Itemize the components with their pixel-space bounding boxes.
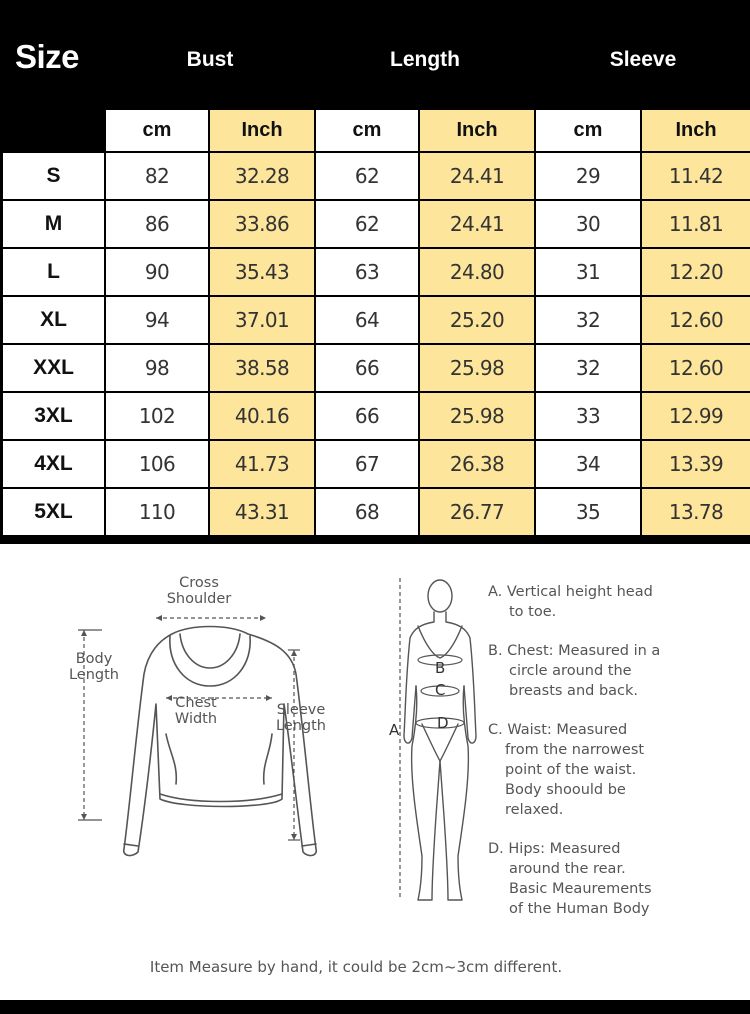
measurement-legend bbox=[488, 582, 660, 919]
legend-b-line-2: circle around the bbox=[509, 663, 632, 679]
tag-d: D bbox=[437, 714, 449, 732]
legend-c-line-5: relaxed. bbox=[505, 802, 564, 818]
size-value-cell: 40.16 bbox=[210, 393, 314, 439]
size-value-cell: 62 bbox=[316, 153, 418, 199]
size-value-cell: 66 bbox=[316, 393, 418, 439]
unit-header-cm: cm bbox=[106, 110, 208, 151]
tag-b: B bbox=[435, 659, 446, 677]
size-label: XL bbox=[3, 297, 104, 343]
size-value-cell: 11.81 bbox=[642, 201, 750, 247]
unit-header-inch: Inch bbox=[642, 110, 750, 151]
body-figure-illustration bbox=[388, 576, 498, 916]
size-value-cell: 26.77 bbox=[420, 489, 534, 535]
legend-d-line-2: around the rear. bbox=[509, 861, 626, 877]
size-value-cell: 29 bbox=[536, 153, 640, 199]
legend-d-line-1: D. Hips: Measured bbox=[488, 841, 621, 857]
size-value-cell: 43.31 bbox=[210, 489, 314, 535]
size-value-cell: 13.78 bbox=[642, 489, 750, 535]
chest-width-label: Chest Width bbox=[174, 695, 218, 727]
size-value-cell: 33.86 bbox=[210, 201, 314, 247]
size-value-cell: 25.98 bbox=[420, 393, 534, 439]
size-value-cell: 106 bbox=[106, 441, 208, 487]
size-value-cell: 34 bbox=[536, 441, 640, 487]
size-value-cell: 68 bbox=[316, 489, 418, 535]
size-value-cell: 25.20 bbox=[420, 297, 534, 343]
size-value-cell: 35 bbox=[536, 489, 640, 535]
measurement-diagram bbox=[0, 544, 750, 1000]
size-value-cell: 63 bbox=[316, 249, 418, 295]
size-value-cell: 38.58 bbox=[210, 345, 314, 391]
legend-c-line-4: Body shoould be bbox=[505, 782, 626, 798]
unit-header-inch: Inch bbox=[420, 110, 534, 151]
size-value-cell: 24.41 bbox=[420, 201, 534, 247]
size-header: Size bbox=[15, 38, 80, 75]
size-value-cell: 35.43 bbox=[210, 249, 314, 295]
legend-a-line-1: A. Vertical height head bbox=[488, 584, 653, 600]
unit-header-cm: cm bbox=[536, 110, 640, 151]
tag-c: C bbox=[435, 681, 446, 699]
size-value-cell: 98 bbox=[106, 345, 208, 391]
legend-b-line-1: B. Chest: Measured in a bbox=[488, 643, 661, 659]
size-value-cell: 32 bbox=[536, 297, 640, 343]
size-value-cell: 12.60 bbox=[642, 345, 750, 391]
size-label: S bbox=[3, 153, 104, 199]
size-value-cell: 33 bbox=[536, 393, 640, 439]
size-value-cell: 66 bbox=[316, 345, 418, 391]
size-value-cell: 24.41 bbox=[420, 153, 534, 199]
size-value-cell: 12.20 bbox=[642, 249, 750, 295]
sleeve-header: Sleeve bbox=[609, 48, 677, 71]
bust-header: Bust bbox=[186, 48, 234, 71]
size-label: 3XL bbox=[3, 393, 104, 439]
size-value-cell: 12.60 bbox=[642, 297, 750, 343]
size-value-cell: 102 bbox=[106, 393, 208, 439]
size-value-cell: 30 bbox=[536, 201, 640, 247]
size-value-cell: 37.01 bbox=[210, 297, 314, 343]
size-value-cell: 11.42 bbox=[642, 153, 750, 199]
size-value-cell: 41.73 bbox=[210, 441, 314, 487]
size-value-cell: 24.80 bbox=[420, 249, 534, 295]
size-value-cell: 82 bbox=[106, 153, 208, 199]
unit-header-cm: cm bbox=[316, 110, 418, 151]
legend-d-line-3: Basic Meaurements bbox=[509, 881, 652, 897]
length-header: Length bbox=[390, 48, 460, 71]
size-value-cell: 94 bbox=[106, 297, 208, 343]
cross-shoulder-label: Cross Shoulder bbox=[166, 575, 232, 607]
size-label: 4XL bbox=[3, 441, 104, 487]
size-label: XXL bbox=[3, 345, 104, 391]
body-length-label: Body Length bbox=[68, 651, 119, 683]
size-label: 5XL bbox=[3, 489, 104, 535]
legend-b-line-3: breasts and back. bbox=[509, 683, 639, 699]
legend-c-line-2: from the narrowest bbox=[505, 742, 645, 758]
size-value-cell: 25.98 bbox=[420, 345, 534, 391]
measure-footnote: Item Measure by hand, it could be 2cm~3cm different. bbox=[149, 958, 563, 976]
legend-a-line-2: to toe. bbox=[509, 604, 557, 620]
size-value-cell: 13.39 bbox=[642, 441, 750, 487]
size-value-cell: 62 bbox=[316, 201, 418, 247]
tag-a: A bbox=[389, 721, 400, 739]
sleeve-length-label: Sleeve Length bbox=[275, 702, 326, 734]
unit-header-inch: Inch bbox=[210, 110, 314, 151]
legend-d-line-4: of the Human Body bbox=[509, 901, 650, 917]
size-label: L bbox=[3, 249, 104, 295]
size-value-cell: 90 bbox=[106, 249, 208, 295]
size-value-cell: 12.99 bbox=[642, 393, 750, 439]
size-value-cell: 64 bbox=[316, 297, 418, 343]
legend-c-line-1: C. Waist: Measured bbox=[488, 722, 628, 738]
size-value-cell: 32.28 bbox=[210, 153, 314, 199]
legend-c-line-3: point of the waist. bbox=[505, 762, 637, 778]
size-value-cell: 86 bbox=[106, 201, 208, 247]
size-value-cell: 31 bbox=[536, 249, 640, 295]
size-value-cell: 32 bbox=[536, 345, 640, 391]
size-value-cell: 67 bbox=[316, 441, 418, 487]
bottom-border bbox=[0, 1000, 750, 1014]
garment-illustration bbox=[60, 594, 380, 874]
size-label: M bbox=[3, 201, 104, 247]
size-value-cell: 110 bbox=[106, 489, 208, 535]
size-value-cell: 26.38 bbox=[420, 441, 534, 487]
